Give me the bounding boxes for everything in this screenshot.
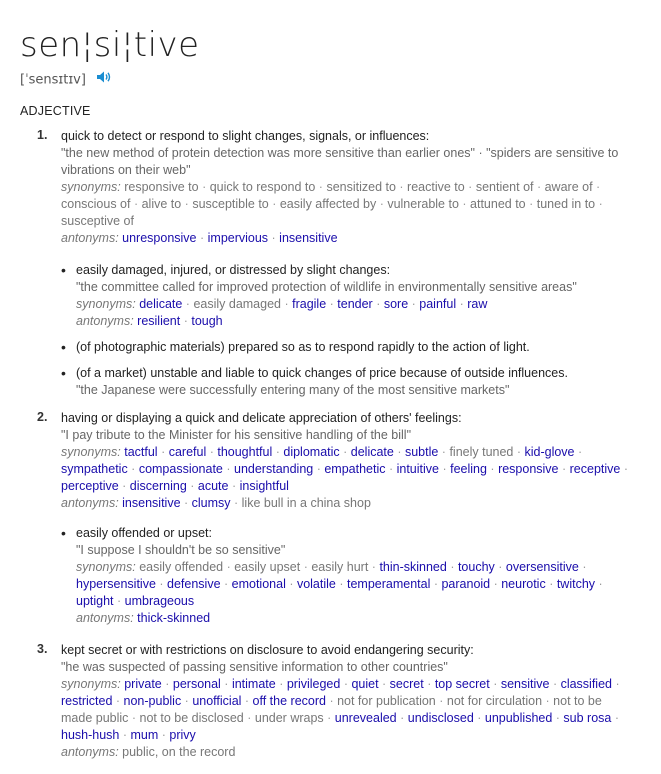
separator: ·	[180, 496, 192, 510]
separator: ·	[241, 694, 253, 708]
separator: ·	[268, 231, 280, 245]
definition: easily damaged, injured, or distressed by slight changes:	[76, 263, 391, 277]
synonyms-list	[61, 444, 636, 495]
synonyms-list	[61, 676, 636, 744]
word-link[interactable]: intuitive	[396, 462, 439, 476]
antonyms-label: antonyms:	[76, 611, 134, 625]
word-link[interactable]: sore	[383, 297, 409, 311]
separator: ·	[490, 577, 502, 591]
synonyms-list	[76, 296, 636, 313]
separator: ·	[313, 462, 325, 476]
word-link[interactable]: undisclosed	[407, 711, 474, 725]
separator: ·	[157, 445, 169, 459]
synonyms-label: synonyms:	[76, 297, 136, 311]
separator: ·	[456, 297, 468, 311]
separator: ·	[372, 297, 384, 311]
example: "the new method of protein detection was more sensitive than earlier ones" · "spiders are sensitive to vibrations on their web"	[61, 146, 619, 177]
separator: ·	[112, 694, 124, 708]
word-text: aware of	[544, 180, 593, 194]
word-link[interactable]: personal	[172, 677, 221, 691]
separator: ·	[620, 462, 628, 476]
word-link[interactable]: empathetic	[324, 462, 386, 476]
separator: ·	[435, 694, 447, 708]
separator: ·	[368, 560, 380, 574]
word-link[interactable]: temperamental	[346, 577, 431, 591]
word-link[interactable]: compassionate	[138, 462, 223, 476]
separator: ·	[315, 180, 327, 194]
speaker-icon[interactable]	[96, 70, 112, 90]
word-link[interactable]: responsive	[498, 462, 559, 476]
word-text: easily affected by	[279, 197, 377, 211]
word-link[interactable]: non-public	[123, 694, 182, 708]
word-link[interactable]: receptive	[569, 462, 621, 476]
bullet: •	[61, 339, 66, 355]
definition: having or displaying a quick and delicate appreciation of others' feelings:	[61, 411, 462, 425]
example: "the Japanese were successfully entering many of the most sensitive markets"	[76, 383, 510, 397]
antonyms-list	[61, 495, 636, 512]
word-link[interactable]: tender	[337, 297, 373, 311]
separator: ·	[181, 197, 193, 211]
word-link[interactable]: delicate	[139, 297, 183, 311]
separator: ·	[552, 711, 564, 725]
synonyms-label: synonyms:	[61, 677, 121, 691]
word-link[interactable]: privy	[169, 728, 196, 742]
separator: ·	[513, 445, 525, 459]
separator: ·	[558, 462, 570, 476]
antonyms-list	[61, 744, 636, 761]
word-link[interactable]: fragile	[292, 297, 327, 311]
separator: ·	[155, 577, 168, 591]
word-text: sentient of	[475, 180, 534, 194]
word-text: sensitized to	[326, 180, 396, 194]
separator: ·	[408, 297, 420, 311]
word-link[interactable]: thoughtful	[217, 445, 273, 459]
word-link[interactable]: oversensitive	[505, 560, 579, 574]
separator: ·	[243, 711, 255, 725]
pronunciation: [ˈsensɪtɪv]	[20, 72, 86, 88]
separator: ·	[595, 197, 603, 211]
word-link[interactable]: uptight	[76, 594, 114, 608]
synonyms-list	[76, 559, 636, 610]
separator: ·	[423, 677, 435, 691]
bullet: •	[61, 262, 66, 278]
word-link[interactable]: volatile	[296, 577, 336, 591]
word-link[interactable]: unpublished	[484, 711, 553, 725]
separator: ·	[486, 462, 499, 476]
word-link[interactable]: umbrageous	[124, 594, 195, 608]
bullet: •	[61, 365, 66, 381]
word-link[interactable]: quiet	[351, 677, 379, 691]
word-link[interactable]: sensitive	[500, 677, 550, 691]
separator: ·	[446, 560, 458, 574]
word-link[interactable]: insightful	[239, 479, 289, 493]
definition: easily offended or upset:	[76, 526, 212, 540]
word-text: under wraps	[254, 711, 324, 725]
antonyms-label: antonyms:	[61, 496, 119, 510]
word-link[interactable]: private	[124, 677, 162, 691]
separator: ·	[222, 462, 234, 476]
separator: ·	[128, 711, 140, 725]
word-text: responsive to	[124, 180, 199, 194]
separator: ·	[612, 677, 620, 691]
separator: ·	[542, 694, 554, 708]
word-link[interactable]: emotional	[231, 577, 286, 591]
word-link[interactable]: perceptive	[61, 479, 119, 493]
definition: kept secret or with restrictions on disclosure to avoid endangering security:	[61, 643, 474, 657]
word-link[interactable]: privileged	[286, 677, 341, 691]
word-link[interactable]: careful	[168, 445, 207, 459]
word-text: attuned to	[470, 197, 526, 211]
separator: ·	[118, 479, 130, 493]
separator: ·	[393, 445, 405, 459]
word-text: not to be disclosed	[139, 711, 244, 725]
separator: ·	[198, 180, 210, 194]
word-link[interactable]: secret	[389, 677, 424, 691]
separator: ·	[181, 694, 193, 708]
example: "he was suspected of passing sensitive information to other countries"	[61, 660, 448, 674]
definition: (of a market) unstable and liable to quick changes of price because of outside influences.	[76, 366, 568, 380]
separator: ·	[438, 445, 450, 459]
separator: ·	[228, 479, 240, 493]
example: "I suppose I shouldn't be so sensitive"	[76, 543, 286, 557]
headword: sen¦si¦tive	[20, 25, 200, 65]
antonyms-label: antonyms:	[61, 231, 119, 245]
word-text: vulnerable to	[387, 197, 459, 211]
word-link[interactable]: insensitive	[279, 231, 338, 245]
sense-number: 3.	[37, 642, 48, 656]
separator: ·	[323, 711, 335, 725]
word-link[interactable]: top secret	[434, 677, 490, 691]
word-link[interactable]: painful	[419, 297, 457, 311]
antonyms-list	[76, 313, 636, 330]
separator: ·	[578, 560, 587, 574]
separator: ·	[281, 297, 293, 311]
word-text: easily damaged	[193, 297, 281, 311]
separator: ·	[130, 197, 142, 211]
definition: (of photographic materials) prepared so as to respond rapidly to the action of light.	[76, 340, 530, 354]
antonyms-list	[76, 610, 636, 627]
word-link[interactable]: tactful	[124, 445, 158, 459]
word-text: not to be made public	[61, 694, 602, 725]
separator: ·	[396, 711, 408, 725]
separator: ·	[489, 677, 501, 691]
word-link[interactable]: sympathetic	[61, 462, 128, 476]
word-link[interactable]: diplomatic	[283, 445, 340, 459]
word-link[interactable]: intimate	[231, 677, 276, 691]
word-text: reactive to	[407, 180, 465, 194]
word-link[interactable]: acute	[197, 479, 229, 493]
word-link[interactable]: twitchy	[556, 577, 596, 591]
word-text: quick to respond to	[209, 180, 316, 194]
separator: ·	[611, 711, 619, 725]
word-text: easily upset	[234, 560, 301, 574]
separator: ·	[206, 445, 218, 459]
separator: ·	[525, 197, 537, 211]
word-link[interactable]: off the record	[252, 694, 326, 708]
separator: ·	[325, 694, 338, 708]
word-link[interactable]: insensitive	[122, 496, 181, 510]
separator: ·	[275, 677, 287, 691]
separator: ·	[335, 577, 347, 591]
sense-number: 2.	[37, 410, 48, 424]
separator: ·	[220, 577, 232, 591]
synonyms-label: synonyms:	[76, 560, 136, 574]
word-link[interactable]: neurotic	[501, 577, 546, 591]
separator: ·	[272, 445, 284, 459]
word-link[interactable]: hush-hush	[61, 728, 120, 742]
word-text: alive to	[141, 197, 182, 211]
word-link[interactable]: unresponsive	[122, 231, 197, 245]
separator: ·	[533, 180, 545, 194]
example: "the committee called for improved protection of wildlife in environmentally sensitive areas"	[76, 280, 577, 294]
word-link[interactable]: feeling	[450, 462, 487, 476]
separator: ·	[430, 577, 442, 591]
word-link[interactable]: clumsy	[191, 496, 231, 510]
word-text: public, on the record	[122, 745, 236, 759]
separator: ·	[378, 677, 390, 691]
separator: ·	[592, 180, 601, 194]
separator: ·	[385, 462, 397, 476]
word-text: susceptive of	[61, 214, 134, 228]
word-link[interactable]: raw	[467, 297, 488, 311]
separator: ·	[285, 577, 297, 591]
separator: ·	[326, 297, 338, 311]
part-of-speech: ADJECTIVE	[20, 104, 91, 118]
separator: ·	[196, 231, 208, 245]
word-link[interactable]: impervious	[207, 231, 269, 245]
separator: ·	[464, 180, 476, 194]
word-text: finely tuned	[449, 445, 514, 459]
separator: ·	[158, 728, 170, 742]
separator: ·	[376, 197, 388, 211]
word-link[interactable]: tough	[191, 314, 223, 328]
word-link[interactable]: restricted	[61, 694, 113, 708]
synonyms-label: synonyms:	[61, 445, 121, 459]
synonyms-label: synonyms:	[61, 180, 121, 194]
definition: quick to detect or respond to slight changes, signals, or influences:	[61, 129, 430, 143]
separator: ·	[161, 677, 173, 691]
word-link[interactable]: classified	[560, 677, 612, 691]
separator: ·	[230, 496, 242, 510]
word-link[interactable]: sub rosa	[563, 711, 612, 725]
antonyms-label: antonyms:	[61, 745, 119, 759]
separator: ·	[545, 577, 557, 591]
separator: ·	[340, 677, 352, 691]
word-text: easily offended	[139, 560, 224, 574]
word-link[interactable]: mum	[130, 728, 159, 742]
separator: ·	[595, 577, 603, 591]
word-link[interactable]: unrevealed	[334, 711, 397, 725]
example: "I pay tribute to the Minister for his sensitive handling of the bill"	[61, 428, 412, 442]
synonyms-list	[61, 179, 636, 230]
separator: ·	[549, 677, 561, 691]
word-link[interactable]: defensive	[167, 577, 221, 591]
word-text: easily hurt	[311, 560, 369, 574]
separator: ·	[119, 728, 131, 742]
word-link[interactable]: discerning	[129, 479, 187, 493]
pronunciation-row	[20, 70, 112, 90]
word-link[interactable]: paranoid	[441, 577, 491, 591]
word-link[interactable]: resilient	[137, 314, 181, 328]
word-link[interactable]: kid-glove	[524, 445, 575, 459]
separator: ·	[113, 594, 125, 608]
separator: ·	[395, 180, 408, 194]
separator: ·	[439, 462, 451, 476]
separator: ·	[458, 197, 471, 211]
word-text: not for publication	[337, 694, 436, 708]
word-link[interactable]: delicate	[350, 445, 394, 459]
separator: ·	[473, 711, 485, 725]
word-link[interactable]: subtle	[404, 445, 439, 459]
word-link[interactable]: touchy	[457, 560, 495, 574]
word-text: susceptible to	[192, 197, 269, 211]
word-link[interactable]: thin-skinned	[379, 560, 447, 574]
separator: ·	[574, 445, 583, 459]
antonyms-label: antonyms:	[76, 314, 134, 328]
word-link[interactable]: thick-skinned	[137, 611, 211, 625]
separator: ·	[268, 197, 280, 211]
separator: ·	[220, 677, 232, 691]
separator: ·	[300, 560, 312, 574]
separator: ·	[339, 445, 351, 459]
separator: ·	[494, 560, 506, 574]
separator: ·	[186, 479, 198, 493]
word-link[interactable]: understanding	[234, 462, 314, 476]
word-text: like bull in a china shop	[241, 496, 371, 510]
word-text: conscious of	[61, 197, 131, 211]
word-text: tuned in to	[536, 197, 596, 211]
word-link[interactable]: hypersensitive	[76, 577, 156, 591]
word-text: not for circulation	[446, 694, 543, 708]
separator: ·	[182, 297, 194, 311]
separator: ·	[127, 462, 139, 476]
sense-number: 1.	[37, 128, 48, 142]
antonyms-list	[61, 230, 636, 247]
separator: ·	[180, 314, 192, 328]
bullet: •	[61, 525, 66, 541]
word-link[interactable]: unofficial	[192, 694, 242, 708]
separator: ·	[223, 560, 235, 574]
